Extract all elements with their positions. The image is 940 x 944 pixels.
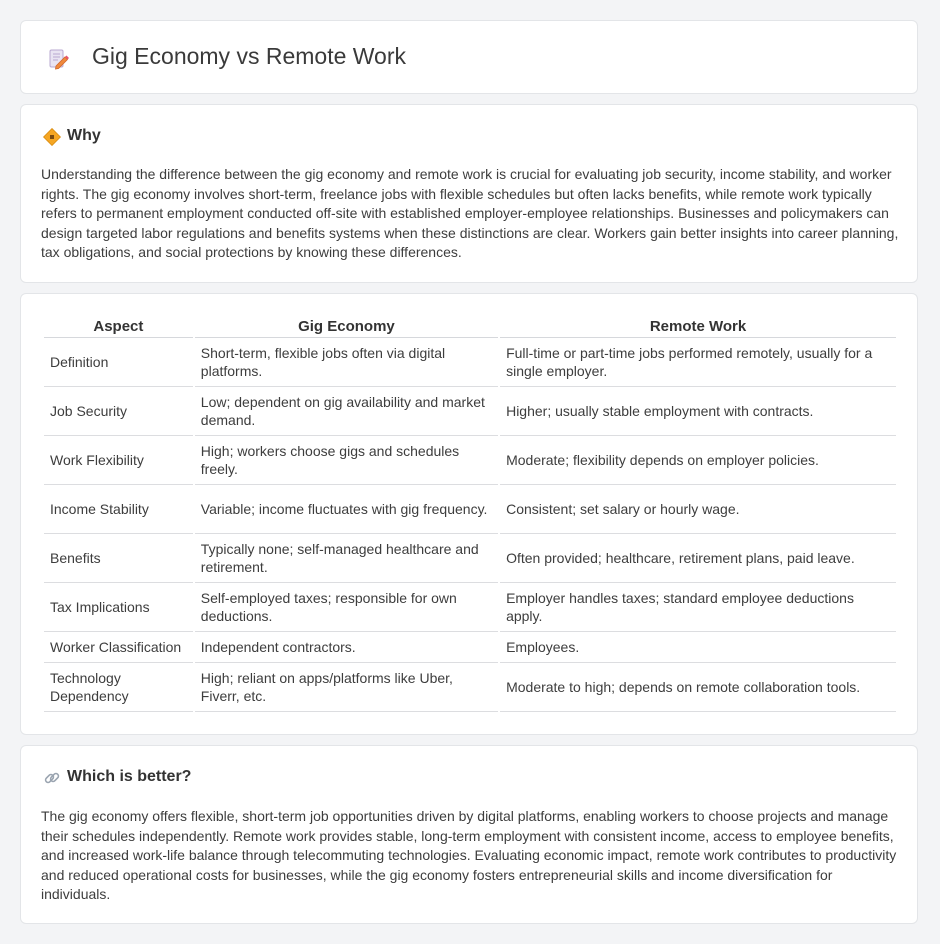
remote-cell: Consistent; set salary or hourly wage. xyxy=(500,485,896,534)
table-row xyxy=(44,387,896,436)
aspect-cell: Income Stability xyxy=(44,485,193,534)
gig-cell: High; workers choose gigs and schedules freely. xyxy=(195,436,498,485)
header-gig-economy: Gig Economy xyxy=(195,316,498,338)
remote-cell: Often provided; healthcare, retirement plans, paid leave. xyxy=(500,534,896,583)
remote-cell: Moderate to high; depends on remote collaboration tools. xyxy=(500,663,896,712)
gig-cell: High; reliant on apps/platforms like Uber, Fiverr, etc. xyxy=(195,663,498,712)
aspect-cell: Benefits xyxy=(44,534,193,583)
aspect-cell: Work Flexibility xyxy=(44,436,193,485)
aspect-cell: Worker Classification xyxy=(44,632,193,663)
remote-cell: Employer handles taxes; standard employee deductions apply. xyxy=(500,583,896,632)
gig-cell: Variable; income fluctuates with gig frequency. xyxy=(195,485,498,534)
which-is-better-text: The gig economy offers flexible, short-term job opportunities driven by digital platforms, enabling workers to choose projects and manage their schedules independently. Remote work provides stable, long-term employment with consistent income, access to employee benefits, and increased work-life balance through telecommuting technologies. Evaluating economic impact, remote work contributes to productivity and reduced operational costs for businesses, while the gig economy fosters entrepreneurial skills and income diversification for individuals. xyxy=(41,808,897,903)
gig-cell: Low; dependent on gig availability and market demand. xyxy=(195,387,498,436)
table-header-row xyxy=(44,316,896,338)
comparison-table-card xyxy=(20,293,918,735)
header-aspect: Aspect xyxy=(44,316,193,338)
why-heading: Why xyxy=(67,127,101,144)
table-row xyxy=(44,485,896,534)
aspect-cell: Technology Dependency xyxy=(44,663,193,712)
aspect-cell: Job Security xyxy=(44,387,193,436)
table-row xyxy=(44,632,896,663)
which-is-better-heading: Which is better? xyxy=(67,768,192,785)
document-pencil-icon xyxy=(47,48,69,70)
table-row xyxy=(44,436,896,485)
gig-cell: Typically none; self-managed healthcare and retirement. xyxy=(195,534,498,583)
remote-cell: Employees. xyxy=(500,632,896,663)
header-remote-work: Remote Work xyxy=(500,316,896,338)
remote-cell: Higher; usually stable employment with contracts. xyxy=(500,387,896,436)
table-row xyxy=(44,663,896,712)
which-is-better-section xyxy=(20,745,918,924)
why-section xyxy=(20,104,918,283)
table-row xyxy=(44,338,896,387)
comparison-table xyxy=(42,316,898,712)
table-row xyxy=(44,534,896,583)
diamond-sign-icon xyxy=(43,128,61,146)
aspect-cell: Tax Implications xyxy=(44,583,193,632)
why-text: Understanding the difference between the gig economy and remote work is crucial for evaluating job security, income stability, and worker rights. The gig economy involves short-term, freelance jobs with flexible schedules but often lacks benefits, while remote work typically refers to permanent employment conducted off-site with established employer-employee relationships. Businesses and policymakers can design targeted labor regulations and benefits systems when these distinctions are clear. Workers gain better insights into career planning, tax obligations, and social protections by knowing these differences. xyxy=(41,166,899,261)
remote-cell: Moderate; flexibility depends on employer policies. xyxy=(500,436,896,485)
gig-cell: Short-term, flexible jobs often via digital platforms. xyxy=(195,338,498,387)
gig-cell: Self-employed taxes; responsible for own deductions. xyxy=(195,583,498,632)
remote-cell: Full-time or part-time jobs performed remotely, usually for a single employer. xyxy=(500,338,896,387)
table-row xyxy=(44,583,896,632)
link-icon xyxy=(43,769,61,787)
header-card xyxy=(20,20,918,94)
gig-cell: Independent contractors. xyxy=(195,632,498,663)
aspect-cell: Definition xyxy=(44,338,193,387)
page-title: Gig Economy vs Remote Work xyxy=(92,43,407,69)
